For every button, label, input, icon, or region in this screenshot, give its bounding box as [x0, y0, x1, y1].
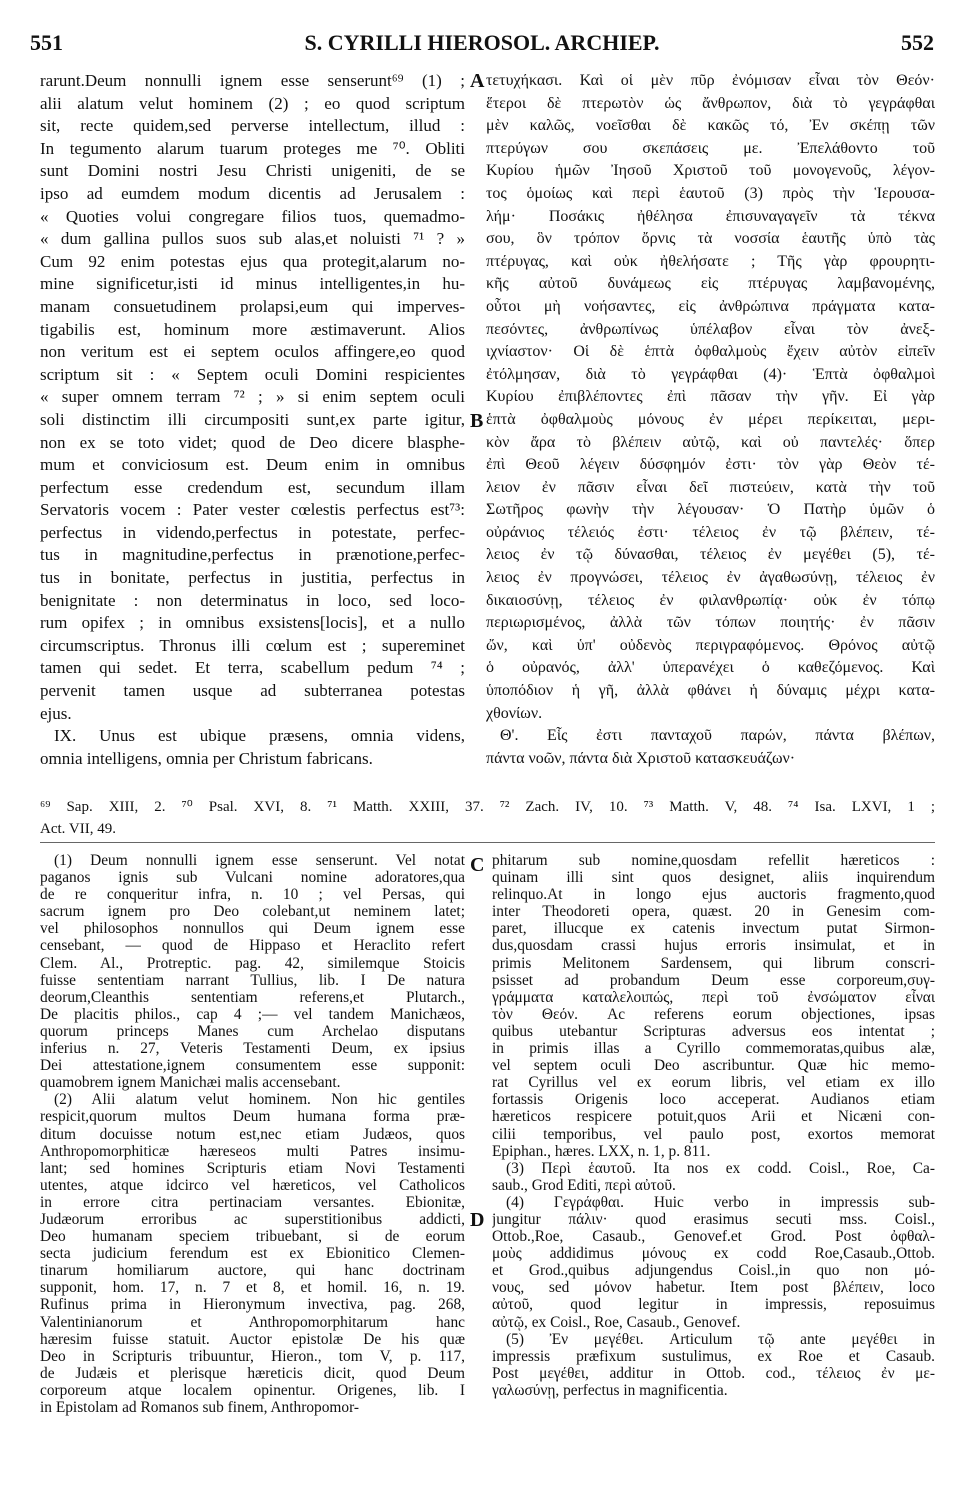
greek-text-line: τος ὁμοίως καὶ περὶ ἑαυτοῦ (3) πρὸς τὴν Ἱερουσα-	[486, 184, 935, 202]
greek-text-line: περιωρισμένος, ἀλλὰ τῶν τόπων ποιητής· ἐν πᾶσιν	[486, 614, 935, 632]
note-left-line: hæresim fuisse statuit. Auctor epistolæ De his quæ	[40, 1330, 465, 1348]
latin-text-line: ipso ad eumdem modum dicentis ad Jerusalem :	[40, 183, 465, 203]
greek-text-line: ἐπὶ Θεοῦ λέγειν δύσφημόν ἐστι· τὸν γὰρ Θεὸν τέ-	[486, 456, 935, 474]
latin-text-line: soli distinctim illi circumpositi sunt,ex parte igitur,	[40, 409, 465, 429]
section-marker-a: A	[470, 70, 485, 92]
note-left-line: fuisse sententiam narrant Tullius, lib. I De natura	[40, 971, 465, 989]
note-right-line: fortassis Origenis loco acceperat. Audianos etiam	[492, 1091, 935, 1109]
greek-text-line: δικαιοσύνῃ, τέλειος ἐν φιλανθρωπίᾳ· οὐκ ἐν τόπῳ	[486, 591, 935, 609]
latin-text-line: perfectus in videndo,perfectus in potestate, perfec-	[40, 522, 465, 542]
latin-text-line: manam consuetudinem prolapsi,eum qui imperves-	[40, 296, 465, 316]
latin-text-line: Cum 92 enim potestas ejus qua protegit,alarum no-	[40, 251, 465, 271]
latin-text-line: perfectum esse credendum est, secundum illam	[40, 477, 465, 497]
notes-right-column	[492, 852, 935, 1399]
note-left-line: Dei attestatione,ignem consumentem esse supponit:	[40, 1057, 465, 1075]
latin-text-line: non veritum est ei septem oculos affingere,eo quod	[40, 342, 465, 362]
note-left-line: supponit, hom. 17, n. 7 et 8, et homil. 16, n. 19.	[40, 1279, 465, 1297]
note-right-line: phitarum sub nomine,quosdam refellit hæreticos :	[492, 852, 935, 869]
note-right-line: γράμματα καταλελοιπώς, περὶ τοῦ ἐνσώματον εἶναι	[492, 988, 935, 1006]
note-right-line: αὐτῷ, ex Coisl., Roe, Casaub., Genovef.	[492, 1313, 741, 1331]
note-right-line: (4) Γεγράφθαι. Huic verbo in impressis sub-	[506, 1193, 935, 1211]
note-right-line: Epiphan., hæres. LXX, n. 1, p. 811.	[492, 1142, 711, 1160]
footnote-divider	[40, 842, 935, 843]
greek-text-line: πεσόντες, ἀνθρωπίνως ὑπέλαβον εἶναι τὸν ἀνεξ-	[486, 320, 935, 338]
scripture-references	[40, 796, 935, 840]
latin-text-line: « dum gallina pullos suos sub alas,et noluisti ⁷¹ ? »	[40, 229, 465, 249]
running-header	[30, 30, 934, 62]
note-right-line: (5) Ἐν μεγέθει. Articulum τῷ ante μεγέθει in	[506, 1330, 935, 1348]
note-left-line: utentes, atque idcirco vel hæreticos, vel Catholicos	[40, 1176, 465, 1194]
greek-text-column	[486, 70, 935, 770]
note-right-line: et Grod.,quibus adjungendus Coisl.,in quo non μό-	[492, 1262, 935, 1280]
note-left-line: Clem. Al., Protreptic. pag. 42, similemque Stoicis	[40, 954, 465, 972]
latin-text-line: alii alatum velut hominem (2) ; eo quod scriptum	[40, 93, 465, 113]
latin-text-line: pervenit tamen usque ad subterranea potestas	[40, 681, 465, 701]
note-right-line: paret, illucque ex catenis invectum putat Sirmon-	[492, 920, 935, 938]
note-right-line: vel septem oculi Deo ascribuntur. Quæ hic memo-	[492, 1057, 935, 1075]
note-left-line: sacrum ignem pro Deo colebant,ut neminem latet;	[40, 903, 465, 921]
page-number-right: 552	[901, 30, 934, 55]
note-right-line: hæreticos respicere potuit,quos Arii et Nicæni con-	[492, 1108, 935, 1126]
latin-text-line: « Quoties volui congregare filios tuos, quemadmo-	[40, 206, 465, 226]
note-left-line: de Judæis et plerisque hæreticis dicit, quod Deum	[40, 1364, 465, 1382]
note-right-line: saub., Grod Editi, περὶ αὐτοῦ.	[492, 1176, 676, 1194]
greek-text-line: ἐτόλμησαν, διὰ τὸ γεγράφθαι (4)· Ἑπτὰ ὀφθαλμοὶ	[486, 365, 935, 383]
greek-text-line: λειος ἐν τῷ δύνασθαι, τέλειος ἐν μεγέθει (5), τέ-	[486, 546, 935, 564]
section-marker-b: B	[470, 410, 484, 432]
note-left-line: De placitis philos., cap 4 ;— vel tandem Manichæos,	[40, 1005, 465, 1023]
note-right-line: γαλωσύνῃ, perfectus in magnificentia.	[492, 1381, 728, 1399]
note-right-line: νους, sed μόνον habetur. Item post βλέπειν, loco	[492, 1279, 935, 1297]
page-number-left: 551	[30, 30, 63, 55]
note-left-line: lant; sed homines Scripturis etiam Novi Testamenti	[40, 1159, 465, 1177]
latin-text-line: « super omnem terram ⁷² ; » si enim septem oculi	[40, 387, 465, 407]
greek-text-line: Θ'. Εἷς ἐστι πανταχοῦ παρών, πάντα βλέπων,	[500, 727, 935, 745]
note-left-line: (1) Deum nonnulli ignem esse senserunt. Vel notat	[54, 852, 465, 869]
greek-text-line: χθονίων.	[486, 704, 543, 722]
latin-text-line: scriptum sit : « Septem oculi Domini respicientes	[40, 364, 465, 384]
note-right-line: αὐτοῦ, quod legitur in impressis, reposuimus	[492, 1296, 935, 1314]
note-right-line: (3) Περὶ ἑαυτοῦ. Ita nos ex codd. Coisl., Roe, Ca-	[506, 1159, 935, 1177]
running-title: S. CYRILLI HIEROSOL. ARCHIEP.	[304, 30, 660, 55]
greek-text-line: κῆς αὐτοῦ δυνάμεως εἰς πτέρυγας λαμβανομένης,	[486, 275, 935, 293]
greek-text-line: πτέρυγας, καὶ οὐκ ἠθελήσατε ; Τῆς γὰρ φρουρητι-	[486, 252, 935, 270]
note-left-line: deorum,Cleanthis sententiam referens,et Plutarch.,	[40, 988, 465, 1006]
note-right-line: in primis illas a Cyrillo commemoratas,quibus alæ,	[492, 1040, 935, 1058]
note-left-line: quorum princeps Manes cum Archelao disputans	[40, 1022, 465, 1040]
note-right-line: impressis præfixum sustulimus, ex Roe et Casaub.	[492, 1347, 935, 1365]
note-right-line: inter Theodoreti opera, quæst. 20 in Genesim com-	[492, 903, 935, 921]
note-left-line: corporeum atque localem opinentur. Origenes, lib. I	[40, 1381, 465, 1399]
note-right-line: Ottob.,Roe, Casaub., Genovef.et Grod. Post ὀφθαλ-	[492, 1228, 935, 1246]
scripture-reference-line: Act. VII, 49.	[40, 821, 116, 837]
greek-text-line: ἕτεροι δὲ πτερωτὸν ὡς ἄνθρωπον, διὰ τὸ γεγράφθαι	[486, 94, 935, 112]
note-left-line: ditum docuisse notum est,nec etiam Judæos, quos	[40, 1125, 465, 1143]
greek-text-line: λειος ἐν προγνώσει, τέλειος ἐν ἀγαθωσύνῃ, τέλειος ἐν	[486, 569, 935, 587]
latin-text-line: tamen qui sedet. Et terra, scabellum pedum ⁷⁴ ;	[40, 658, 465, 678]
note-right-line: psisset ad probandum Deum esse corporeum,συγ-	[492, 971, 935, 989]
greek-text-line: Σωτῆρος φωνὴν τὴν λέγουσαν· Ὁ Πατὴρ ὑμῶν ὁ	[486, 501, 935, 519]
latin-text-line: Servatoris vocem : Pater vester cœlestis perfectus est⁷³:	[40, 500, 465, 520]
latin-text-line: sit, recte quidem,sed perverse intellectum, illud :	[40, 116, 465, 136]
greek-text-line: λειον ἐν πᾶσιν εἶναι δεῖ πιστεύειν, κατὰ τὴν τοῦ	[486, 478, 935, 496]
latin-text-line: non ex se toto videt; quod de Deo dicere blasphe-	[40, 432, 465, 452]
note-left-line: secta judicium ferendum est ex Ebionitico Clemen-	[40, 1245, 465, 1263]
greek-text-line: πτερύγων σου σκεπάσεις με. Ἐπελάθοντο τοῦ	[486, 139, 935, 157]
note-right-line: μοὺς addidimus μόνους ex codd Roe,Casaub.,Ottob.	[492, 1245, 935, 1263]
note-left-line: respicit,quorum multos Deum humana forma præ-	[40, 1108, 465, 1126]
greek-text-line: τετυχήκασι. Καὶ οἱ μὲν πῦρ ἐνόμισαν εἶναι τὸν Θεόν·	[486, 72, 935, 89]
section-marker-c: C	[470, 854, 485, 876]
note-left-line: quamobrem ignem Manichæi malis accensebant.	[40, 1074, 341, 1092]
latin-text-line: IX. Unus est ubique præsens, omnia videns,	[54, 726, 465, 746]
note-left-line: censebant, — quod de Hippaso et Heraclito refert	[40, 937, 465, 955]
note-right-line: relinquo.At in longo ejus auctoris fragmento,quod	[492, 886, 935, 904]
latin-text-line: mine significetur,isti id minus intelligentes,in hu-	[40, 274, 465, 294]
greek-text-line: λήμ· Ποσάκις ἠθέλησα ἐπισυναγαγεῖν τὰ τέκνα	[486, 207, 935, 225]
note-right-line: jungitur πάλιν· quod erasimus secuti mss. Coisl.,	[492, 1210, 935, 1228]
note-right-line: dus,quosdam crassi hujus erroris insimulat, et in	[492, 937, 935, 955]
scripture-reference-line: ⁶⁹ Sap. XIII, 2. ⁷⁰ Psal. XVI, 8. ⁷¹ Matth. XXIII, 37. ⁷² Zach. IV, 10. ⁷³ Matth. V, 48. ⁷⁴ Isa. LXVI, 1 ;	[40, 799, 935, 815]
note-left-line: de re conqueritur infra, n. 10 ; vel Persas, qui	[40, 886, 465, 904]
greek-text-line: ὁ οὐρανός, ἀλλ' ὑπερανέχει ὁ καθεζόμενος. Καὶ	[486, 659, 935, 677]
note-left-line: in Epistolam ad Romanos sub finem, Anthropomor-	[40, 1399, 360, 1416]
note-left-line: paganos ignis sub Vulcani nomine adoratores,qua	[40, 869, 465, 887]
note-right-line: quibus utebantur Scripturas adversus eos intentat ;	[492, 1022, 935, 1040]
note-left-line: Judæorum erroribus ac superstitionibus addicti,	[40, 1210, 465, 1228]
section-marker-d: D	[470, 1209, 485, 1231]
note-left-line: Deo humanam speciem tribuebant, si de eorum	[40, 1228, 465, 1246]
latin-text-line: tus in magnitudine,perfectus in prænotione,perfec-	[40, 545, 465, 565]
note-right-line: quinam illi sint quos designet, aliis inquirendum	[492, 869, 935, 887]
latin-text-line: In tegumento alarum tuarum proteges me ⁷⁰. Obliti	[40, 138, 465, 158]
greek-text-line: ὤν, καὶ ὑπ' οὐδενὸς περιγραφόμενος. Θρόνος αὐτῷ	[486, 636, 935, 654]
note-right-line: primis Melitonem Sardensem, qui librum conscri-	[492, 954, 935, 972]
note-left-line: in errore citra pertinaciam versantes. Ebionitæ,	[40, 1193, 465, 1211]
latin-text-line: mum et conviciosum est. Deum enim in omnibus	[40, 455, 465, 475]
latin-text-line: circumscriptus. Thronus illi cœlum est ; supereminet	[40, 635, 465, 655]
note-left-line: inferius n. 27, Veteris Testamenti Deum, ex ipsius	[40, 1040, 465, 1058]
greek-text-line: Κυρίου ἡμῶν Ἰησοῦ Χριστοῦ τοῦ μονογενοῦς, λέγον-	[486, 162, 935, 180]
latin-text-line: omnia intelligens, omnia per Christum fabricans.	[40, 748, 373, 768]
note-right-line: Post μεγέθει, additur in Ottob. cod., τέλειος ἐν με-	[492, 1364, 935, 1382]
greek-text-line: μὲν καλῶς, νοεῖσθαι δὲ κακῶς τό, Ἐν σκέπῃ τῶν	[486, 117, 935, 135]
latin-text-line: benignitate : non determinatus in loco, sed loco-	[40, 590, 465, 610]
greek-text-line: οὐράνιος τέλειός ἐστι· τέλειος ἐν τῷ βλέπειν, τέ-	[486, 523, 935, 541]
note-right-line: rat Cyrillus vel ex eorum libris, vel etiam ex illo	[492, 1074, 935, 1092]
latin-text-line: sunt Domini nostri Jesu Christi unigeniti, de se	[40, 161, 465, 181]
greek-text-line: ἑπτὰ ὀφθαλμοὺς μόνους ἐν μέρει περίκειται, μερι-	[486, 410, 935, 428]
greek-text-line: Κυρίου ἐπιβλέποντες ἐπὶ πᾶσαν τὴν γῆν. Εἰ γὰρ	[486, 388, 935, 406]
note-right-line: τὸν Θεόν. Ac referens eorum objectiones, ipsas	[492, 1005, 935, 1023]
latin-text-line: tigabilis est, hominum more æstimaverunt. Alios	[40, 319, 465, 339]
latin-text-line: rum opifex ; in omnibus exsistens[locis], et a nullo	[40, 613, 465, 633]
note-left-line: Anthropomorphiticæ hæreseos multi Patres insimu-	[40, 1142, 465, 1160]
greek-text-line: σου, ὃν τρόπον ὄρνις τὰ νοσσία ἑαυτῆς ὑπὸ τὰς	[486, 230, 935, 248]
note-left-line: Rufinus prima in Hieronymum invectiva, pag. 268,	[40, 1296, 465, 1314]
greek-text-line: οὗτοι μὴ νοήσαντες, εἰς ἀνθρώπινα πράγματα κατα-	[486, 297, 935, 315]
latin-text-line: ejus.	[40, 703, 72, 723]
latin-text-column	[40, 70, 465, 770]
greek-text-line: πάντα νοῶν, πάντα διὰ Χριστοῦ κατασκευάζων·	[486, 749, 796, 767]
note-left-line: Valentinianorum et Anthropomorphitarum hanc	[40, 1313, 465, 1331]
greek-text-line: ὑποπόδιον ἡ γῆ, ἀλλὰ φθάνει ἡ δύναμις μέχρι κατα-	[486, 682, 935, 700]
notes-left-column	[40, 852, 465, 1416]
note-left-line: Deo in Scripturis tribuuntur, Hieron., tom V, p. 117,	[40, 1347, 465, 1365]
greek-text-line: ιχνίαστον· Οἱ δὲ ἑπτὰ ὀφθαλμοὺς ἔχειν αὐτὸν εἰπεῖν	[486, 343, 935, 361]
note-left-line: tinarum homiliarum auctore, qui hanc doctrinam	[40, 1262, 465, 1280]
note-left-line: vel philosophos nonnullos qui Deum ignem esse	[40, 920, 465, 938]
greek-text-line: κὸν ἄρα τὸ βλέπειν αὐτῷ, καὶ οὐ παντελές· ὅπερ	[486, 433, 935, 451]
note-right-line: cilii temporibus, vel paulo post, exortos memorat	[492, 1125, 935, 1143]
latin-text-line: rarunt.Deum nonnulli ignem esse senserunt⁶⁹ (1) ;	[40, 71, 465, 90]
note-left-line: (2) Alii alatum velut hominem. Non hic gentiles	[54, 1091, 465, 1109]
latin-text-line: tus in bonitate, perfectus in justitia, perfectus in	[40, 568, 465, 588]
